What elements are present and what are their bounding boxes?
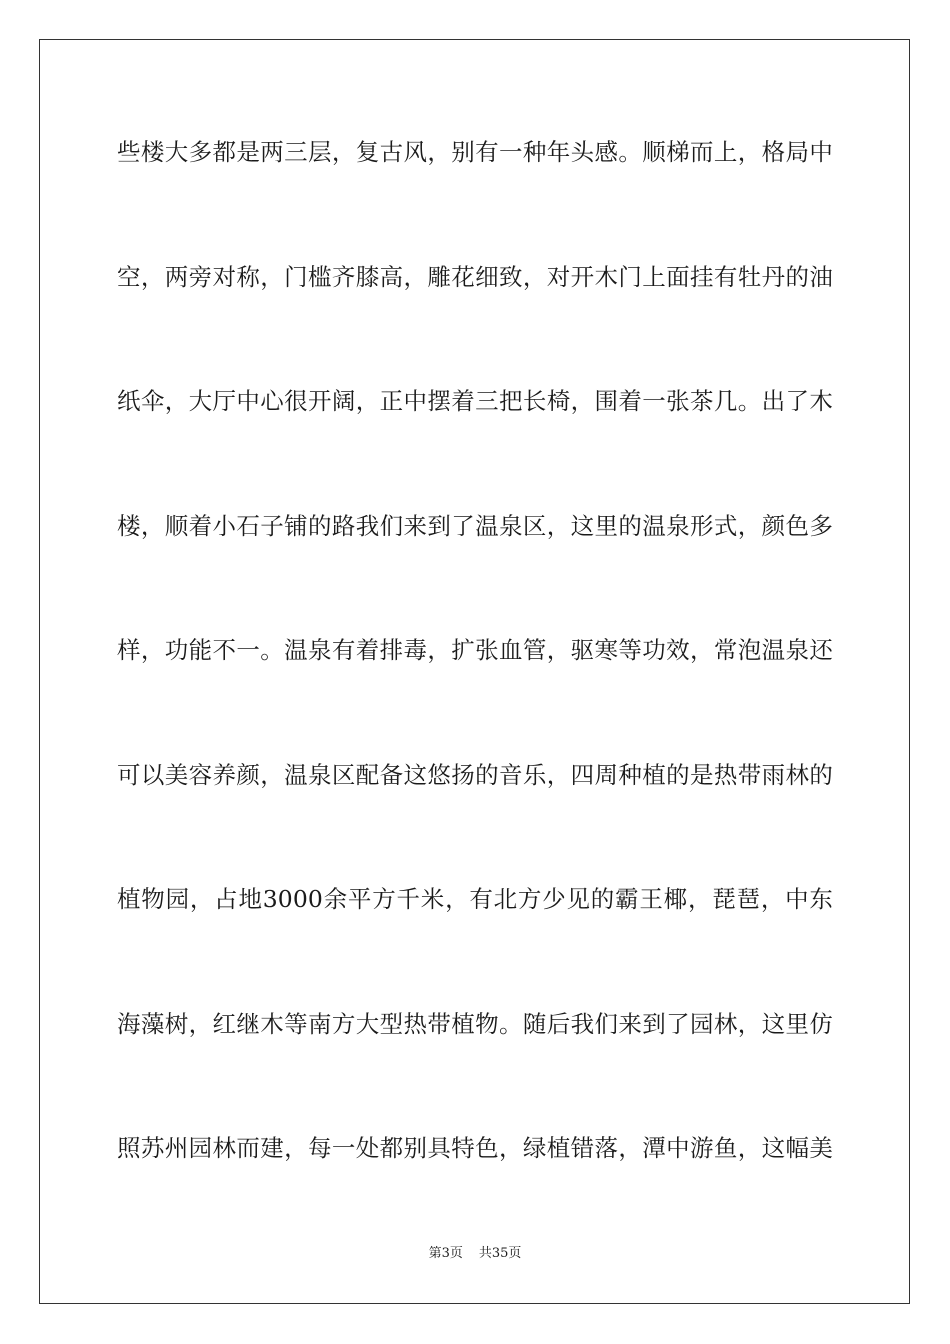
text-line: 样，功能不一。温泉有着排毒，扩张血管，驱寒等功效，常泡温泉还 [117, 636, 833, 664]
text-line: 些楼大多都是两三层，复古风，别有一种年头感。顺梯而上，格局中 [117, 138, 833, 166]
page-footer [0, 1244, 950, 1264]
page-number: 第3页 [428, 1246, 463, 1261]
page-total: 共35页 [478, 1246, 522, 1261]
text-line: 植物园，占地3000余平方千米，有北方少见的霸王椰，琵琶，中东 [117, 885, 833, 913]
text-line: 海藻树，红继木等南方大型热带植物。随后我们来到了园林，这里仿 [117, 1009, 833, 1038]
text-line: 照苏州园林而建，每一处都别具特色，绿植错落，潭中游鱼，这幅美 [117, 1134, 833, 1162]
text-line: 楼，顺着小石子铺的路我们来到了温泉区，这里的温泉形式，颜色多 [117, 511, 833, 540]
text-line: 纸伞，大厅中心很开阔，正中摆着三把长椅，围着一张茶几。出了木 [117, 387, 833, 415]
text-line: 空，两旁对称，门槛齐膝高，雕花细致，对开木门上面挂有牡丹的油 [117, 262, 833, 291]
text-line: 可以美容养颜，温泉区配备这悠扬的音乐，四周种植的是热带雨林的 [117, 760, 833, 789]
document-body [117, 128, 833, 1249]
